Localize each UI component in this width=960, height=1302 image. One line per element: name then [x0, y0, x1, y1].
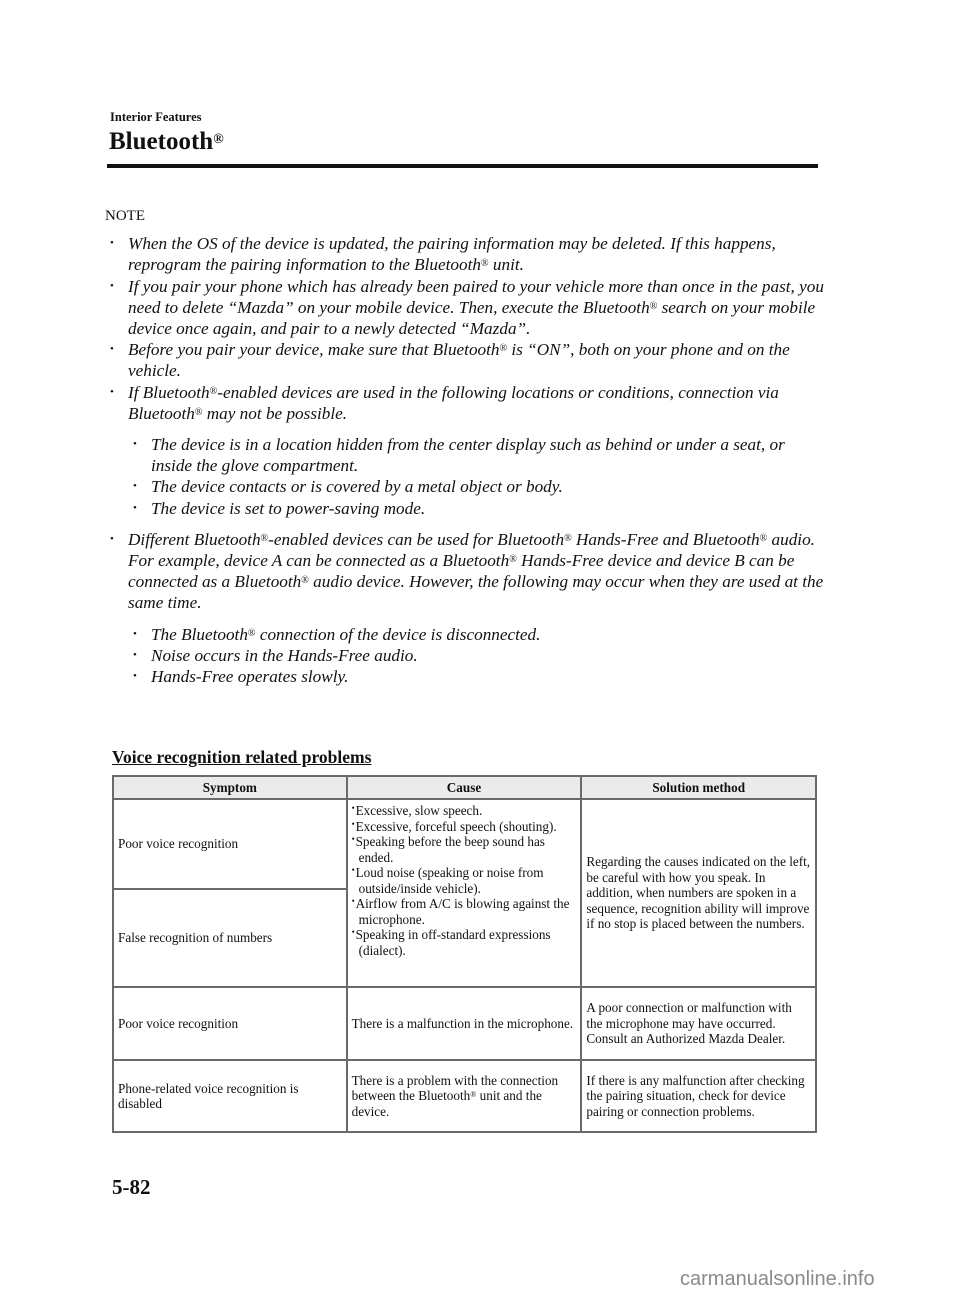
voice-recognition-table	[112, 775, 817, 1133]
section-heading: Voice recognition related problems	[112, 747, 372, 767]
note-list	[105, 233, 825, 687]
cause-cell: There is a problem with the connection between the Bluetooth® unit and the device.	[347, 1060, 582, 1132]
condition-item: • The device is in a location hidden from the center display such as behind or under a seat, or inside the glove compartment.	[128, 434, 825, 476]
symptom-cell: Poor voice recognition	[113, 799, 347, 889]
condition-list	[128, 434, 825, 519]
note-item: • Before you pair your device, make sure that Bluetooth® is “ON”, both on your phone and on the vehicle.	[105, 339, 825, 381]
effect-item: • Noise occurs in the Hands-Free audio.	[128, 645, 825, 666]
cause-item: • Excessive, slow speech.	[352, 803, 577, 819]
symptom-cell: Phone-related voice recognition is disabled	[113, 1060, 347, 1132]
effect-list	[128, 624, 825, 688]
symptom-cell: False recognition of numbers	[113, 889, 347, 987]
cause-item: • Excessive, forceful speech (shouting).	[352, 819, 577, 835]
cause-list	[352, 803, 577, 958]
solution-cell: Regarding the causes indicated on the left, be careful with how you speak. In addition, when numbers are spoken in a sequence, recognition ability will improve if no stop is placed between the numbers.	[581, 799, 816, 987]
page-title	[109, 127, 224, 157]
cause-item: • Speaking before the beep sound has ended.	[352, 834, 577, 865]
page-title-text: Bluetooth	[109, 128, 214, 155]
note-item: • When the OS of the device is updated, the pairing information may be deleted. If this happens, reprogram the pairing information to the Bluetooth® unit.	[105, 233, 825, 275]
cause-cell: There is a malfunction in the microphone.	[347, 987, 582, 1060]
note-block	[105, 206, 825, 697]
header-cause: Cause	[347, 776, 582, 799]
table-row	[113, 987, 816, 1060]
effect-item: • Hands-Free operates slowly.	[128, 666, 825, 687]
note-item: • If Bluetooth®-enabled devices are used in the following locations or conditions, connection via Bluetooth® may not be possible. • The device is in a location hidden from the center display such as behind or under a seat, or inside the glove compartment. • The device contacts or is covered by a metal object or body. • The device is set to power-saving mode.	[105, 382, 825, 519]
condition-item: • The device contacts or is covered by a metal object or body.	[128, 476, 825, 497]
title-rule	[107, 164, 818, 168]
section-label: Interior Features	[110, 110, 202, 124]
solution-cell: If there is any malfunction after checking the pairing situation, check for device pairing or connection problems.	[581, 1060, 816, 1132]
effect-item: • The Bluetooth® connection of the device is disconnected.	[128, 624, 825, 645]
note-item: • If you pair your phone which has already been paired to your vehicle more than once in the past, you need to delete “Mazda” on your mobile device. Then, execute the Bluetooth® search on your mobile device once again, and pair to a newly detected “Mazda”.	[105, 276, 825, 340]
cause-item: • Airflow from A/C is blowing against the microphone.	[352, 896, 577, 927]
header-solution: Solution method	[581, 776, 816, 799]
condition-item: • The device is set to power-saving mode.	[128, 498, 825, 519]
note-title: NOTE	[105, 208, 145, 224]
watermark: carmanualsonline.info	[680, 1268, 875, 1290]
table-row	[113, 799, 816, 889]
cause-item: • Speaking in off-standard expressions (dialect).	[352, 927, 577, 958]
table-header-row	[113, 776, 816, 799]
cause-item: • Loud noise (speaking or noise from outside/inside vehicle).	[352, 865, 577, 896]
registered-mark: ®	[213, 132, 224, 147]
cause-cell	[347, 799, 582, 987]
solution-cell: A poor connection or malfunction with the microphone may have occurred. Consult an Authorized Mazda Dealer.	[581, 987, 816, 1060]
table-row	[113, 1060, 816, 1132]
header-symptom: Symptom	[113, 776, 347, 799]
note-item: • Different Bluetooth®-enabled devices can be used for Bluetooth® Hands-Free and Bluetooth® audio. For example, device A can be connected as a Bluetooth® Hands-Free device and device B can be connected as a Bluetooth® audio device. However, the following may occur when they are used at the same time. • The Bluetooth® connection of the device is disconnected. • Noise occurs in the Hands-Free audio. • Hands-Free operates slowly.	[105, 529, 825, 687]
page-number: 5-82	[112, 1175, 151, 1199]
symptom-cell: Poor voice recognition	[113, 987, 347, 1060]
